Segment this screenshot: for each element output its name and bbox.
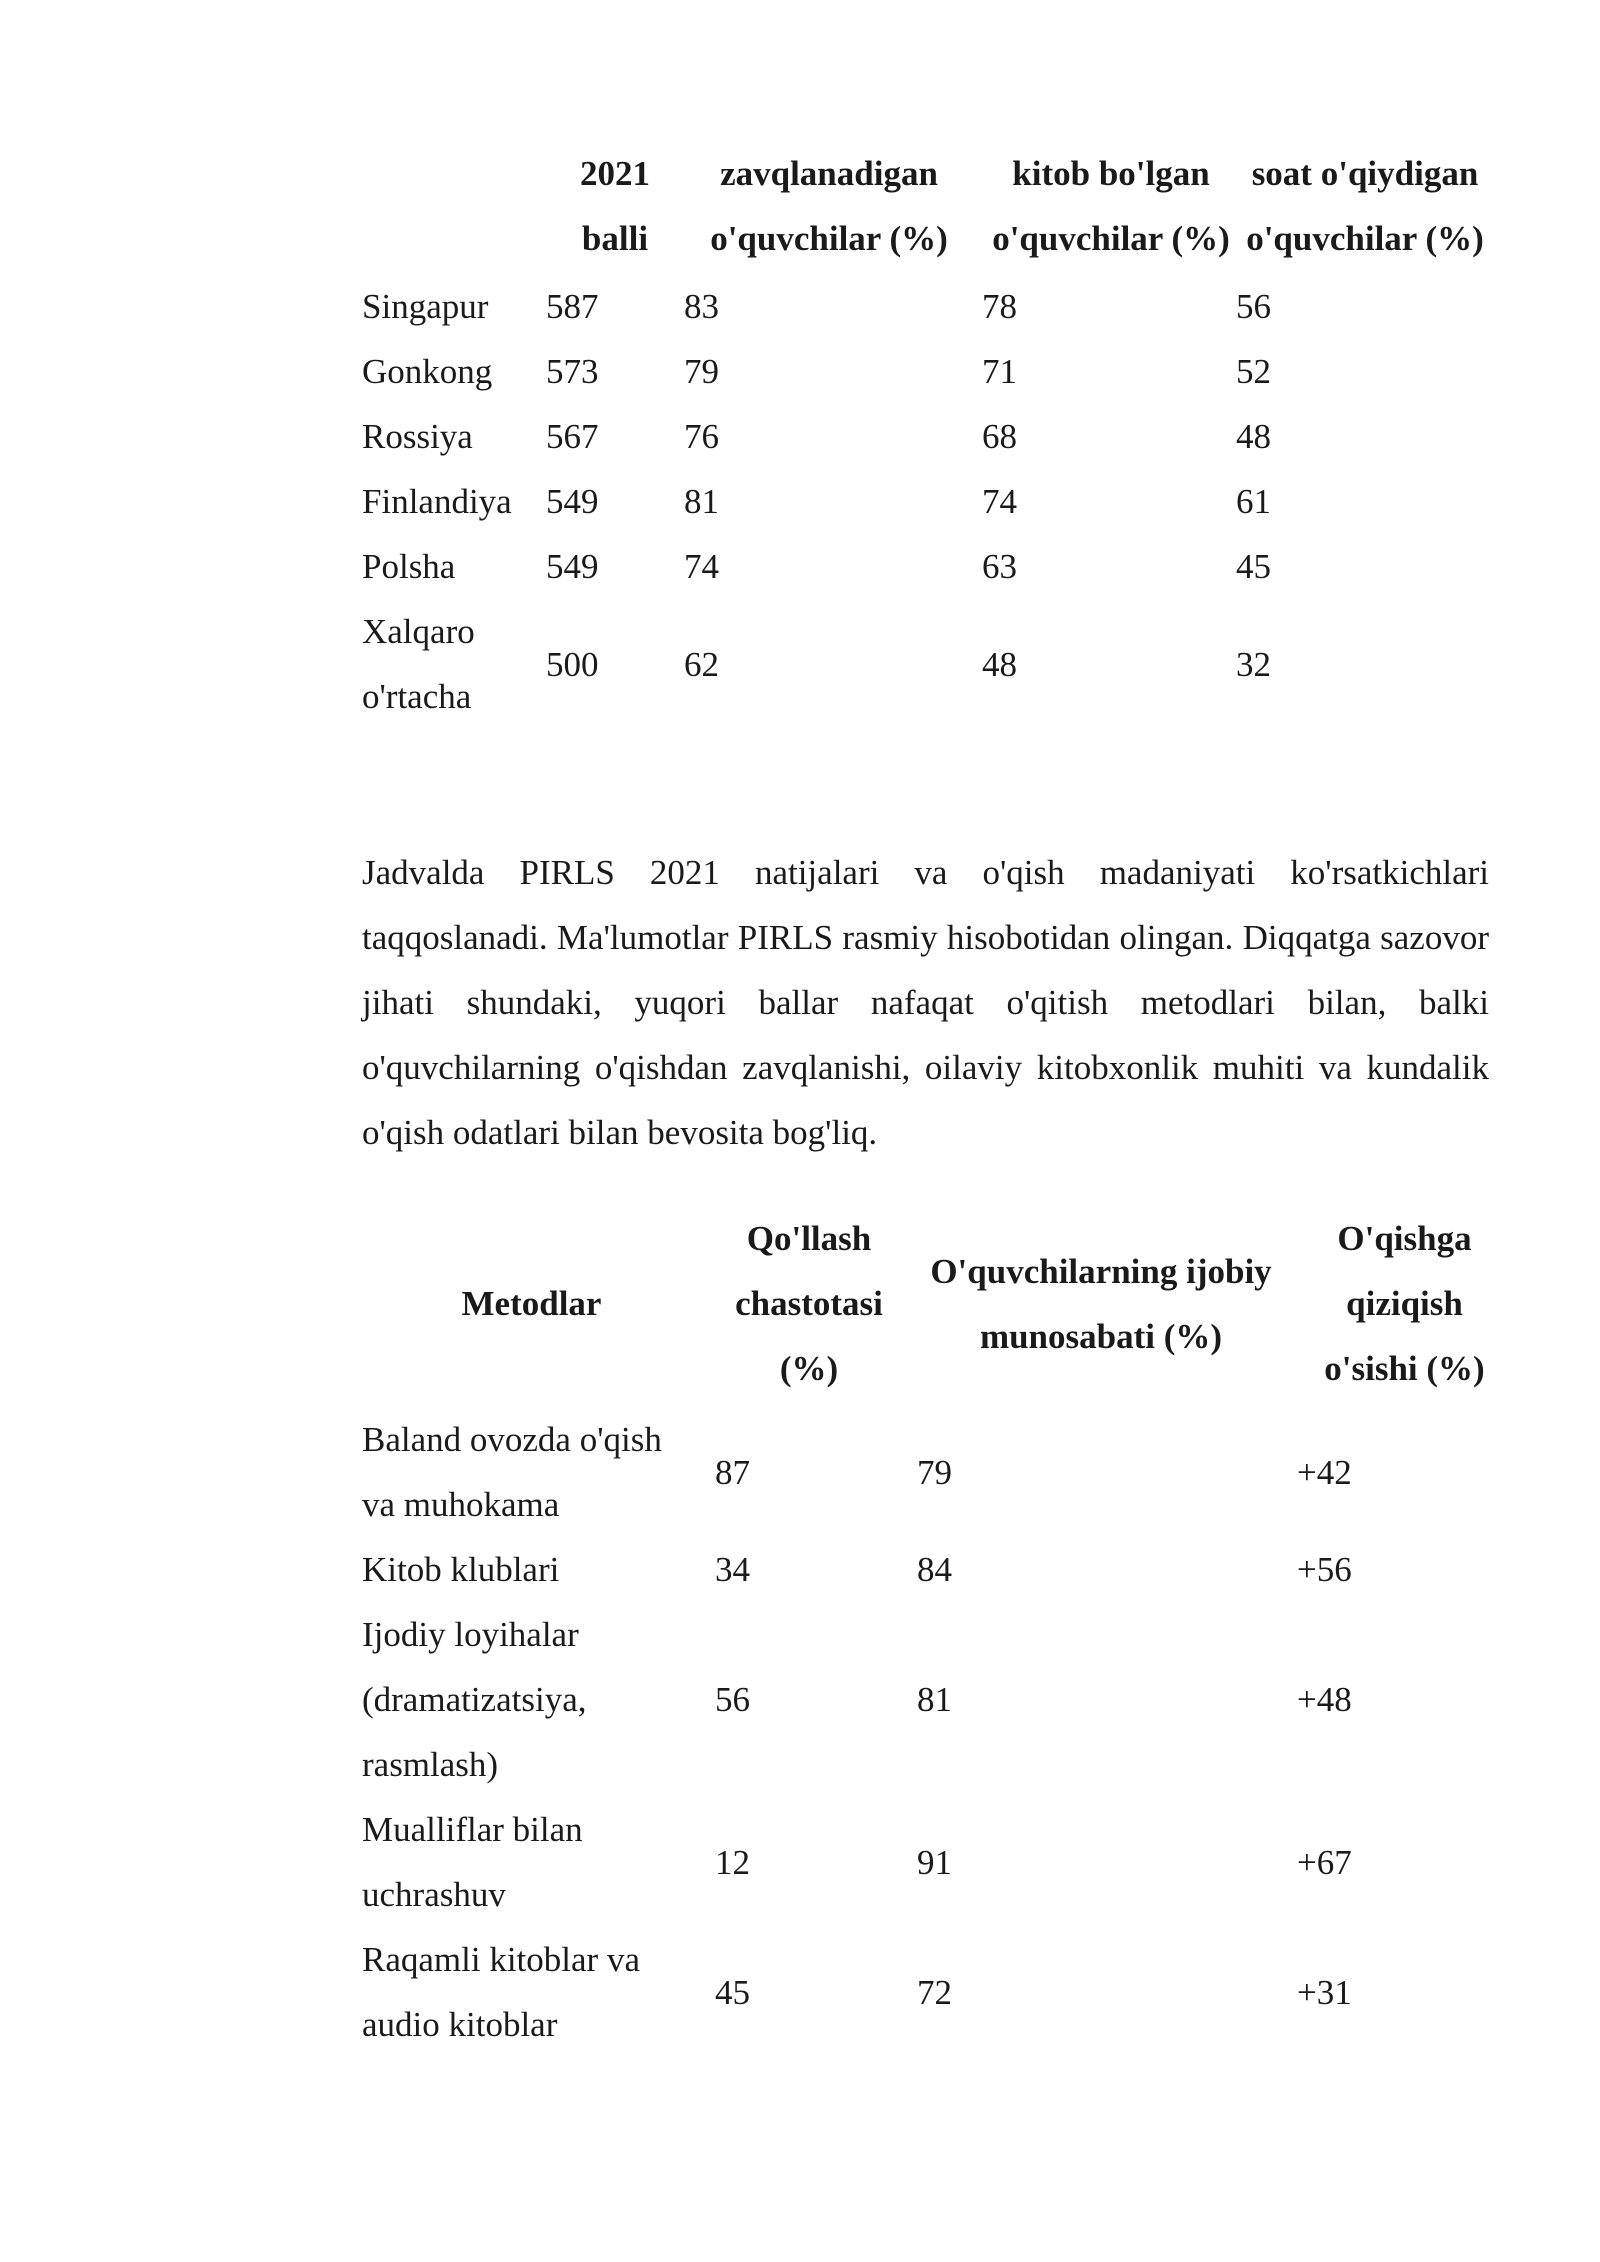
hours-cell: 52 (1236, 352, 1271, 391)
growth-cell: +56 (1297, 1550, 1352, 1589)
country-cell: Polsha (362, 547, 456, 586)
growth-cell: +42 (1297, 1452, 1352, 1492)
score-cell: 549 (546, 482, 599, 521)
table-header-row (362, 1206, 1492, 1407)
frequency-cell: 87 (715, 1452, 750, 1492)
hours-cell: 61 (1236, 482, 1271, 521)
attitude-cell: 84 (917, 1550, 952, 1589)
header-usage-frequency: Qo'llash chastotasi (%) (735, 1219, 883, 1388)
body-paragraph: Jadvalda PIRLS 2021 natijalari va o'qish madaniyati ko'rsatkichlari taqqoslanadi. Ma'lumotlar PIRLS rasmiy hisobotidan olingan. Diqqatga sazovor jihati shundaki, yuqori ballar nafaqat o'qitish metodlari bilan, balki o'quvchilarning o'qishdan zavqlanishi, oilaviy kitobxonlik muhiti va kundalik o'qish odatlari bilan bevosita bog'liq. (362, 853, 1489, 1152)
method-cell: Mualliflar bilan uchrashuv (362, 1810, 583, 1914)
reading-methods-table (362, 1206, 1492, 2057)
header-country (362, 141, 546, 274)
table-row (362, 1602, 1492, 1797)
hours-cell: 45 (1236, 547, 1271, 586)
table-row (362, 469, 1492, 534)
score-cell: 500 (546, 644, 599, 684)
score-cell: 549 (546, 547, 599, 586)
table-row (362, 1407, 1492, 1537)
table-row (362, 599, 1492, 729)
frequency-cell: 56 (715, 1680, 750, 1719)
score-cell: 573 (546, 352, 599, 391)
growth-cell: +48 (1297, 1680, 1352, 1719)
growth-cell: +67 (1297, 1842, 1352, 1882)
hours-cell: 32 (1236, 644, 1271, 684)
table-row (362, 274, 1492, 339)
pirls-results-table (362, 141, 1492, 729)
header-interest-growth: O'qishga qiziqish o'sishi (%) (1324, 1219, 1485, 1388)
frequency-cell: 12 (715, 1842, 750, 1882)
books-cell: 63 (982, 547, 1017, 586)
country-cell: Finlandiya (362, 482, 512, 521)
method-cell: Kitob klublari (362, 1550, 560, 1589)
attitude-cell: 72 (917, 1972, 952, 2012)
hours-cell: 48 (1236, 417, 1271, 456)
attitude-cell: 91 (917, 1842, 952, 1882)
enjoy-cell: 83 (684, 287, 719, 326)
attitude-cell: 81 (917, 1680, 952, 1719)
books-cell: 68 (982, 417, 1017, 456)
enjoy-cell: 81 (684, 482, 719, 521)
frequency-cell: 34 (715, 1550, 750, 1589)
country-cell: Xalqaro o'rtacha (362, 612, 475, 716)
table-row (362, 1927, 1492, 2057)
header-enjoying-readers: zavqlanadigan o'quvchilar (%) (710, 154, 948, 258)
table-row (362, 404, 1492, 469)
header-hour-readers: soat o'qiydigan o'quvchilar (%) (1246, 154, 1484, 258)
enjoy-cell: 62 (684, 644, 719, 684)
books-cell: 71 (982, 352, 1017, 391)
header-positive-attitude: O'quvchilarning ijobiy munosabati (%) (930, 1251, 1272, 1356)
books-cell: 78 (982, 287, 1017, 326)
frequency-cell: 45 (715, 1972, 750, 2012)
score-cell: 567 (546, 417, 599, 456)
books-cell: 48 (982, 644, 1017, 684)
enjoy-cell: 79 (684, 352, 719, 391)
method-cell: Baland ovozda o'qish va muhokama (362, 1420, 662, 1524)
table-row (362, 1797, 1492, 1927)
table-row (362, 1537, 1492, 1602)
country-cell: Gonkong (362, 352, 493, 391)
score-cell: 587 (546, 287, 599, 326)
header-students-with-books: kitob bo'lgan o'quvchilar (%) (992, 154, 1230, 258)
country-cell: Singapur (362, 287, 489, 326)
books-cell: 74 (982, 482, 1017, 521)
table-row (362, 534, 1492, 599)
attitude-cell: 79 (917, 1452, 952, 1492)
enjoy-cell: 74 (684, 547, 719, 586)
method-cell: Ijodiy loyihalar (dramatizatsiya, rasmlash) (362, 1615, 587, 1784)
table-row (362, 339, 1492, 404)
table-header-row (362, 141, 1492, 274)
hours-cell: 56 (1236, 287, 1271, 326)
header-score-2021: 2021 balli (580, 154, 650, 258)
growth-cell: +31 (1297, 1972, 1352, 2012)
country-cell: Rossiya (362, 417, 473, 456)
method-cell: Raqamli kitoblar va audio kitoblar (362, 1940, 640, 2044)
header-methods: Metodlar (461, 1284, 602, 1323)
enjoy-cell: 76 (684, 417, 719, 456)
